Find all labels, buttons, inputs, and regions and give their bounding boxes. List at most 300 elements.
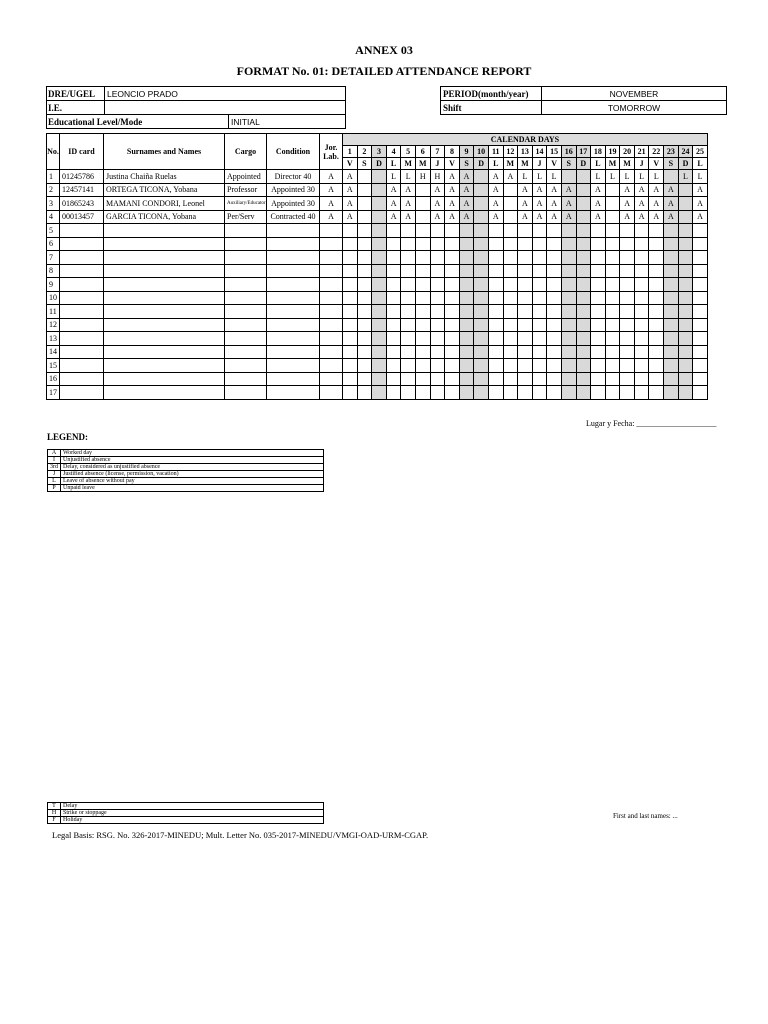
attendance-cell[interactable] — [518, 291, 533, 305]
row-condition[interactable] — [267, 359, 320, 373]
attendance-cell[interactable] — [459, 318, 474, 332]
attendance-cell[interactable]: L — [518, 170, 533, 184]
row-cargo[interactable] — [225, 264, 267, 278]
attendance-cell[interactable] — [649, 305, 664, 319]
attendance-cell[interactable] — [415, 237, 430, 251]
attendance-cell[interactable] — [401, 251, 416, 265]
attendance-cell[interactable] — [576, 318, 591, 332]
attendance-cell[interactable] — [518, 318, 533, 332]
attendance-cell[interactable] — [634, 291, 649, 305]
attendance-cell[interactable] — [634, 251, 649, 265]
attendance-cell[interactable]: A — [518, 183, 533, 197]
attendance-cell[interactable] — [474, 251, 489, 265]
row-cargo[interactable] — [225, 332, 267, 346]
row-cargo[interactable] — [225, 278, 267, 292]
attendance-cell[interactable] — [488, 251, 503, 265]
attendance-cell[interactable] — [547, 264, 562, 278]
attendance-cell[interactable]: A — [620, 210, 635, 224]
attendance-cell[interactable] — [693, 224, 708, 238]
attendance-cell[interactable] — [649, 318, 664, 332]
attendance-cell[interactable] — [591, 372, 606, 386]
attendance-cell[interactable] — [503, 278, 518, 292]
attendance-cell[interactable] — [401, 237, 416, 251]
attendance-cell[interactable] — [372, 318, 387, 332]
attendance-cell[interactable] — [532, 237, 547, 251]
attendance-cell[interactable] — [532, 359, 547, 373]
attendance-cell[interactable]: A — [532, 210, 547, 224]
attendance-cell[interactable] — [678, 345, 693, 359]
attendance-cell[interactable] — [372, 224, 387, 238]
attendance-cell[interactable] — [488, 305, 503, 319]
attendance-cell[interactable] — [634, 332, 649, 346]
attendance-cell[interactable] — [693, 318, 708, 332]
attendance-cell[interactable] — [547, 386, 562, 400]
attendance-cell[interactable] — [401, 278, 416, 292]
attendance-cell[interactable] — [343, 332, 358, 346]
attendance-cell[interactable] — [386, 318, 401, 332]
row-condition[interactable] — [267, 318, 320, 332]
attendance-cell[interactable] — [605, 183, 620, 197]
attendance-cell[interactable] — [576, 183, 591, 197]
attendance-cell[interactable]: A — [620, 197, 635, 211]
attendance-cell[interactable] — [649, 291, 664, 305]
attendance-cell[interactable] — [547, 332, 562, 346]
attendance-cell[interactable] — [576, 224, 591, 238]
attendance-cell[interactable] — [474, 278, 489, 292]
attendance-cell[interactable] — [503, 237, 518, 251]
attendance-cell[interactable] — [605, 305, 620, 319]
attendance-cell[interactable] — [488, 291, 503, 305]
attendance-cell[interactable] — [459, 372, 474, 386]
attendance-cell[interactable] — [343, 305, 358, 319]
attendance-cell[interactable] — [357, 305, 372, 319]
attendance-cell[interactable] — [459, 345, 474, 359]
attendance-cell[interactable] — [430, 264, 445, 278]
attendance-cell[interactable]: L — [620, 170, 635, 184]
row-no[interactable]: 8 — [47, 264, 60, 278]
attendance-cell[interactable] — [634, 318, 649, 332]
attendance-cell[interactable] — [664, 237, 679, 251]
attendance-cell[interactable]: A — [459, 197, 474, 211]
attendance-cell[interactable] — [620, 359, 635, 373]
attendance-cell[interactable] — [503, 318, 518, 332]
attendance-cell[interactable] — [474, 332, 489, 346]
attendance-cell[interactable]: A — [503, 170, 518, 184]
attendance-cell[interactable] — [634, 237, 649, 251]
attendance-cell[interactable] — [664, 345, 679, 359]
attendance-cell[interactable] — [343, 345, 358, 359]
attendance-cell[interactable] — [343, 251, 358, 265]
attendance-cell[interactable]: A — [386, 183, 401, 197]
attendance-cell[interactable]: A — [634, 210, 649, 224]
row-cargo[interactable] — [225, 359, 267, 373]
attendance-cell[interactable] — [591, 305, 606, 319]
attendance-cell[interactable] — [576, 210, 591, 224]
attendance-cell[interactable] — [401, 305, 416, 319]
row-id-card[interactable] — [60, 345, 104, 359]
attendance-cell[interactable] — [474, 197, 489, 211]
row-cargo[interactable] — [225, 345, 267, 359]
attendance-cell[interactable] — [372, 251, 387, 265]
row-no[interactable]: 5 — [47, 224, 60, 238]
attendance-cell[interactable] — [547, 305, 562, 319]
attendance-cell[interactable] — [372, 210, 387, 224]
attendance-cell[interactable]: L — [591, 170, 606, 184]
attendance-cell[interactable]: A — [488, 197, 503, 211]
attendance-cell[interactable] — [532, 251, 547, 265]
attendance-cell[interactable]: A — [430, 183, 445, 197]
attendance-cell[interactable] — [532, 318, 547, 332]
attendance-cell[interactable] — [445, 251, 460, 265]
attendance-cell[interactable] — [518, 305, 533, 319]
row-condition[interactable]: Contracted 40 — [267, 210, 320, 224]
attendance-cell[interactable] — [357, 224, 372, 238]
attendance-cell[interactable] — [678, 332, 693, 346]
attendance-cell[interactable] — [401, 318, 416, 332]
attendance-cell[interactable] — [620, 291, 635, 305]
attendance-cell[interactable] — [415, 210, 430, 224]
attendance-cell[interactable]: A — [343, 210, 358, 224]
attendance-cell[interactable] — [415, 318, 430, 332]
attendance-cell[interactable] — [474, 224, 489, 238]
row-no[interactable]: 16 — [47, 372, 60, 386]
attendance-cell[interactable] — [576, 197, 591, 211]
attendance-cell[interactable] — [459, 237, 474, 251]
row-jor-lab[interactable] — [320, 332, 343, 346]
attendance-cell[interactable] — [445, 291, 460, 305]
row-no[interactable]: 4 — [47, 210, 60, 224]
attendance-cell[interactable] — [678, 183, 693, 197]
attendance-cell[interactable] — [430, 224, 445, 238]
row-jor-lab[interactable] — [320, 372, 343, 386]
attendance-cell[interactable] — [547, 251, 562, 265]
attendance-cell[interactable] — [372, 264, 387, 278]
attendance-cell[interactable] — [634, 224, 649, 238]
row-name[interactable] — [104, 291, 225, 305]
attendance-cell[interactable] — [430, 318, 445, 332]
attendance-cell[interactable] — [561, 251, 576, 265]
attendance-cell[interactable] — [518, 224, 533, 238]
attendance-cell[interactable] — [591, 278, 606, 292]
attendance-cell[interactable] — [372, 291, 387, 305]
attendance-cell[interactable] — [343, 318, 358, 332]
attendance-cell[interactable] — [445, 345, 460, 359]
row-no[interactable]: 14 — [47, 345, 60, 359]
row-id-card[interactable] — [60, 305, 104, 319]
attendance-cell[interactable] — [649, 386, 664, 400]
attendance-cell[interactable] — [386, 291, 401, 305]
attendance-cell[interactable] — [503, 305, 518, 319]
attendance-cell[interactable] — [386, 237, 401, 251]
attendance-cell[interactable] — [401, 359, 416, 373]
attendance-cell[interactable]: L — [547, 170, 562, 184]
attendance-cell[interactable] — [372, 332, 387, 346]
attendance-cell[interactable] — [532, 345, 547, 359]
row-condition[interactable] — [267, 264, 320, 278]
attendance-cell[interactable]: A — [591, 183, 606, 197]
attendance-cell[interactable] — [474, 305, 489, 319]
shift-value[interactable]: TOMORROW — [542, 101, 727, 115]
attendance-cell[interactable] — [547, 318, 562, 332]
attendance-cell[interactable] — [415, 291, 430, 305]
attendance-cell[interactable] — [518, 345, 533, 359]
attendance-cell[interactable]: A — [693, 210, 708, 224]
attendance-cell[interactable] — [518, 237, 533, 251]
row-condition[interactable] — [267, 332, 320, 346]
attendance-cell[interactable] — [591, 237, 606, 251]
row-no[interactable]: 9 — [47, 278, 60, 292]
attendance-cell[interactable] — [488, 372, 503, 386]
attendance-cell[interactable] — [445, 264, 460, 278]
attendance-cell[interactable] — [532, 372, 547, 386]
attendance-cell[interactable] — [415, 345, 430, 359]
attendance-cell[interactable] — [430, 372, 445, 386]
attendance-cell[interactable]: A — [518, 197, 533, 211]
attendance-cell[interactable]: A — [343, 183, 358, 197]
row-name[interactable] — [104, 359, 225, 373]
attendance-cell[interactable] — [474, 318, 489, 332]
attendance-cell[interactable] — [605, 359, 620, 373]
attendance-cell[interactable] — [547, 291, 562, 305]
attendance-cell[interactable] — [620, 224, 635, 238]
attendance-cell[interactable] — [474, 345, 489, 359]
attendance-cell[interactable] — [693, 291, 708, 305]
row-name[interactable]: GARCIA TICONA, Yobana — [104, 210, 225, 224]
attendance-cell[interactable] — [503, 210, 518, 224]
attendance-cell[interactable] — [445, 359, 460, 373]
attendance-cell[interactable]: L — [649, 170, 664, 184]
attendance-cell[interactable] — [415, 251, 430, 265]
attendance-cell[interactable] — [678, 251, 693, 265]
row-name[interactable]: ORTEGA TICONA, Yobana — [104, 183, 225, 197]
row-name[interactable] — [104, 224, 225, 238]
row-condition[interactable] — [267, 345, 320, 359]
attendance-cell[interactable] — [547, 237, 562, 251]
attendance-cell[interactable] — [561, 224, 576, 238]
attendance-cell[interactable] — [430, 345, 445, 359]
attendance-cell[interactable] — [649, 359, 664, 373]
attendance-cell[interactable] — [532, 278, 547, 292]
row-jor-lab[interactable] — [320, 251, 343, 265]
attendance-cell[interactable] — [605, 264, 620, 278]
attendance-cell[interactable] — [678, 224, 693, 238]
attendance-cell[interactable] — [415, 264, 430, 278]
attendance-cell[interactable] — [415, 332, 430, 346]
attendance-cell[interactable] — [357, 386, 372, 400]
attendance-cell[interactable] — [605, 318, 620, 332]
row-condition[interactable] — [267, 386, 320, 400]
level-value[interactable]: INITIAL — [229, 115, 346, 129]
attendance-cell[interactable] — [664, 251, 679, 265]
attendance-cell[interactable] — [620, 278, 635, 292]
row-id-card[interactable] — [60, 264, 104, 278]
attendance-cell[interactable] — [445, 386, 460, 400]
attendance-cell[interactable] — [634, 386, 649, 400]
attendance-cell[interactable] — [561, 291, 576, 305]
row-name[interactable] — [104, 318, 225, 332]
attendance-cell[interactable] — [664, 224, 679, 238]
attendance-cell[interactable]: A — [445, 183, 460, 197]
attendance-cell[interactable]: A — [532, 183, 547, 197]
attendance-cell[interactable] — [547, 372, 562, 386]
attendance-cell[interactable] — [503, 345, 518, 359]
attendance-cell[interactable] — [357, 197, 372, 211]
attendance-cell[interactable] — [576, 251, 591, 265]
attendance-cell[interactable] — [474, 386, 489, 400]
attendance-cell[interactable] — [605, 210, 620, 224]
attendance-cell[interactable] — [488, 237, 503, 251]
attendance-cell[interactable] — [591, 386, 606, 400]
attendance-cell[interactable] — [576, 170, 591, 184]
row-condition[interactable] — [267, 372, 320, 386]
row-jor-lab[interactable] — [320, 291, 343, 305]
attendance-cell[interactable] — [357, 251, 372, 265]
attendance-cell[interactable] — [503, 291, 518, 305]
row-jor-lab[interactable] — [320, 345, 343, 359]
attendance-cell[interactable] — [605, 332, 620, 346]
attendance-cell[interactable] — [561, 332, 576, 346]
attendance-cell[interactable] — [561, 359, 576, 373]
row-id-card[interactable] — [60, 224, 104, 238]
attendance-cell[interactable] — [664, 305, 679, 319]
attendance-cell[interactable] — [415, 224, 430, 238]
attendance-cell[interactable] — [343, 278, 358, 292]
row-id-card[interactable] — [60, 332, 104, 346]
attendance-cell[interactable] — [372, 197, 387, 211]
attendance-cell[interactable] — [503, 183, 518, 197]
attendance-cell[interactable]: A — [386, 197, 401, 211]
attendance-cell[interactable] — [561, 372, 576, 386]
attendance-cell[interactable] — [620, 305, 635, 319]
row-name[interactable]: MAMANI CONDORI, Leonel — [104, 197, 225, 211]
attendance-cell[interactable] — [343, 372, 358, 386]
row-condition[interactable] — [267, 251, 320, 265]
attendance-cell[interactable] — [488, 359, 503, 373]
attendance-cell[interactable] — [474, 183, 489, 197]
row-condition[interactable] — [267, 237, 320, 251]
attendance-cell[interactable]: A — [386, 210, 401, 224]
attendance-cell[interactable] — [401, 291, 416, 305]
attendance-cell[interactable] — [678, 318, 693, 332]
attendance-cell[interactable] — [576, 291, 591, 305]
attendance-cell[interactable] — [649, 332, 664, 346]
attendance-cell[interactable] — [386, 345, 401, 359]
row-name[interactable]: Justina Chaiña Ruelas — [104, 170, 225, 184]
attendance-cell[interactable] — [357, 210, 372, 224]
attendance-cell[interactable] — [693, 386, 708, 400]
attendance-cell[interactable] — [372, 278, 387, 292]
attendance-cell[interactable] — [430, 305, 445, 319]
row-jor-lab[interactable]: A — [320, 197, 343, 211]
attendance-cell[interactable] — [459, 386, 474, 400]
attendance-cell[interactable] — [503, 332, 518, 346]
row-jor-lab[interactable] — [320, 278, 343, 292]
row-id-card[interactable] — [60, 278, 104, 292]
attendance-cell[interactable] — [488, 345, 503, 359]
attendance-cell[interactable] — [503, 386, 518, 400]
attendance-cell[interactable] — [664, 359, 679, 373]
attendance-cell[interactable] — [445, 224, 460, 238]
attendance-cell[interactable] — [649, 345, 664, 359]
attendance-cell[interactable] — [474, 170, 489, 184]
row-name[interactable] — [104, 305, 225, 319]
attendance-cell[interactable] — [532, 291, 547, 305]
attendance-cell[interactable] — [678, 197, 693, 211]
attendance-cell[interactable]: A — [401, 197, 416, 211]
row-cargo[interactable] — [225, 251, 267, 265]
row-cargo[interactable] — [225, 305, 267, 319]
attendance-cell[interactable] — [634, 359, 649, 373]
attendance-cell[interactable] — [357, 264, 372, 278]
attendance-cell[interactable] — [532, 224, 547, 238]
attendance-cell[interactable] — [459, 224, 474, 238]
attendance-cell[interactable]: A — [664, 183, 679, 197]
attendance-cell[interactable] — [620, 237, 635, 251]
row-condition[interactable]: Director 40 — [267, 170, 320, 184]
attendance-cell[interactable]: A — [488, 210, 503, 224]
row-cargo[interactable] — [225, 386, 267, 400]
attendance-cell[interactable] — [532, 332, 547, 346]
attendance-cell[interactable] — [576, 237, 591, 251]
attendance-cell[interactable]: A — [649, 210, 664, 224]
attendance-cell[interactable] — [634, 305, 649, 319]
attendance-cell[interactable] — [357, 291, 372, 305]
row-name[interactable] — [104, 332, 225, 346]
attendance-cell[interactable] — [357, 237, 372, 251]
attendance-cell[interactable] — [605, 372, 620, 386]
attendance-cell[interactable]: A — [649, 183, 664, 197]
attendance-cell[interactable] — [415, 372, 430, 386]
attendance-cell[interactable] — [678, 372, 693, 386]
attendance-cell[interactable] — [664, 170, 679, 184]
attendance-cell[interactable] — [430, 291, 445, 305]
row-jor-lab[interactable]: A — [320, 183, 343, 197]
attendance-cell[interactable] — [693, 278, 708, 292]
attendance-cell[interactable]: A — [634, 197, 649, 211]
attendance-cell[interactable] — [693, 345, 708, 359]
attendance-cell[interactable] — [445, 278, 460, 292]
row-id-card[interactable] — [60, 386, 104, 400]
attendance-cell[interactable] — [343, 264, 358, 278]
attendance-cell[interactable] — [430, 237, 445, 251]
row-name[interactable] — [104, 372, 225, 386]
attendance-cell[interactable] — [693, 372, 708, 386]
attendance-cell[interactable] — [591, 291, 606, 305]
attendance-cell[interactable]: A — [430, 197, 445, 211]
attendance-cell[interactable] — [634, 264, 649, 278]
attendance-cell[interactable] — [372, 386, 387, 400]
attendance-cell[interactable] — [620, 264, 635, 278]
row-jor-lab[interactable] — [320, 264, 343, 278]
attendance-cell[interactable] — [459, 278, 474, 292]
attendance-cell[interactable]: L — [605, 170, 620, 184]
attendance-cell[interactable] — [430, 359, 445, 373]
attendance-cell[interactable] — [343, 237, 358, 251]
row-cargo[interactable] — [225, 237, 267, 251]
attendance-cell[interactable] — [343, 291, 358, 305]
row-condition[interactable] — [267, 305, 320, 319]
attendance-cell[interactable]: A — [693, 183, 708, 197]
attendance-cell[interactable] — [401, 386, 416, 400]
attendance-cell[interactable] — [547, 359, 562, 373]
attendance-cell[interactable] — [372, 305, 387, 319]
attendance-cell[interactable]: A — [488, 170, 503, 184]
attendance-cell[interactable] — [678, 210, 693, 224]
attendance-cell[interactable] — [576, 332, 591, 346]
attendance-cell[interactable] — [386, 278, 401, 292]
attendance-cell[interactable] — [401, 372, 416, 386]
row-no[interactable]: 15 — [47, 359, 60, 373]
